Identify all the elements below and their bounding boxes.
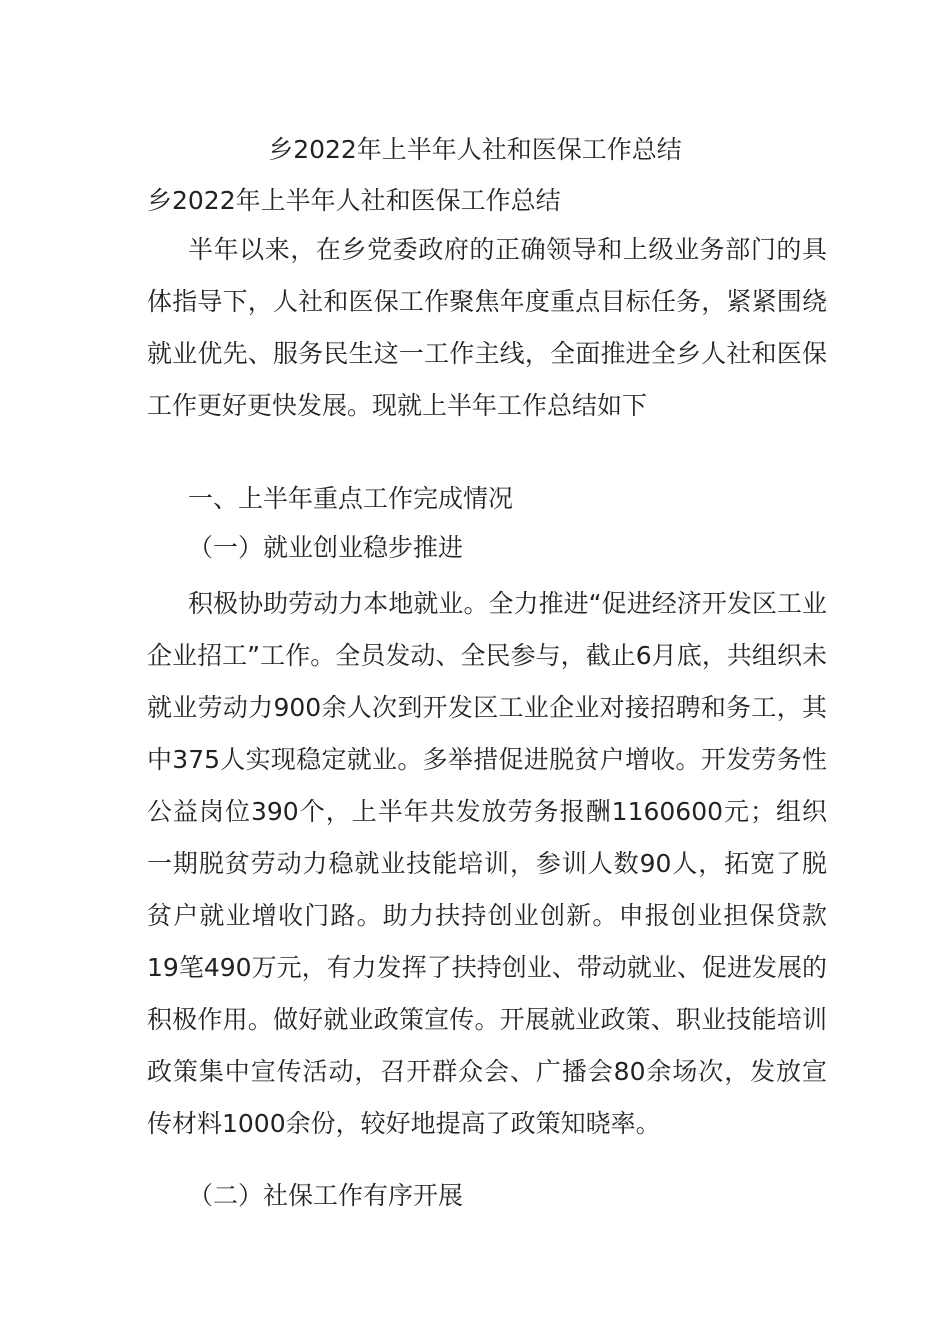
subsection-1-paragraph: 积极协助劳动力本地就业。全力推进“促进经济开发区工业企业招工”工作。全员发动、全民参与，截止6月底，共组织未就业劳动力900余人次到开发区工业企业对接招聘和务工，其中375人实现稳定就业。多举措促进脱贫户增收。开发劳务性公益岗位390个，上半年共发放劳务报酬1160600元；组织一期脱贫劳动力稳就业技能培训，参训人数90人，拓宽了脱贫户就业增收门路。助力扶持创业创新。申报创业担保贷款19笔490万元，有力发挥了扶持创业、带动就业、促进发展的积极作用。做好就业政策宣传。开展就业政策、职业技能培训政策集中宣传活动，召开群众会、广播会80余场次，发放宣传材料1000余份，较好地提高了政策知晓率。	[147, 589, 827, 1138]
subsection-1-heading: （一）就业创业稳步推进	[188, 533, 464, 562]
subsection-2-heading: （二）社保工作有序开展	[188, 1181, 464, 1210]
document-subtitle: 乡2022年上半年人社和医保工作总结	[147, 186, 561, 215]
intro-paragraph: 半年以来，在乡党委政府的正确领导和上级业务部门的具体指导下，人社和医保工作聚焦年度重点目标任务，紧紧围绕就业优先、服务民生这一工作主线，全面推进全乡人社和医保工作更好更快发展。现就上半年工作总结如下	[147, 235, 827, 420]
document-title: 乡2022年上半年人社和医保工作总结	[268, 135, 682, 164]
section-1-heading: 一、上半年重点工作完成情况	[188, 484, 514, 513]
